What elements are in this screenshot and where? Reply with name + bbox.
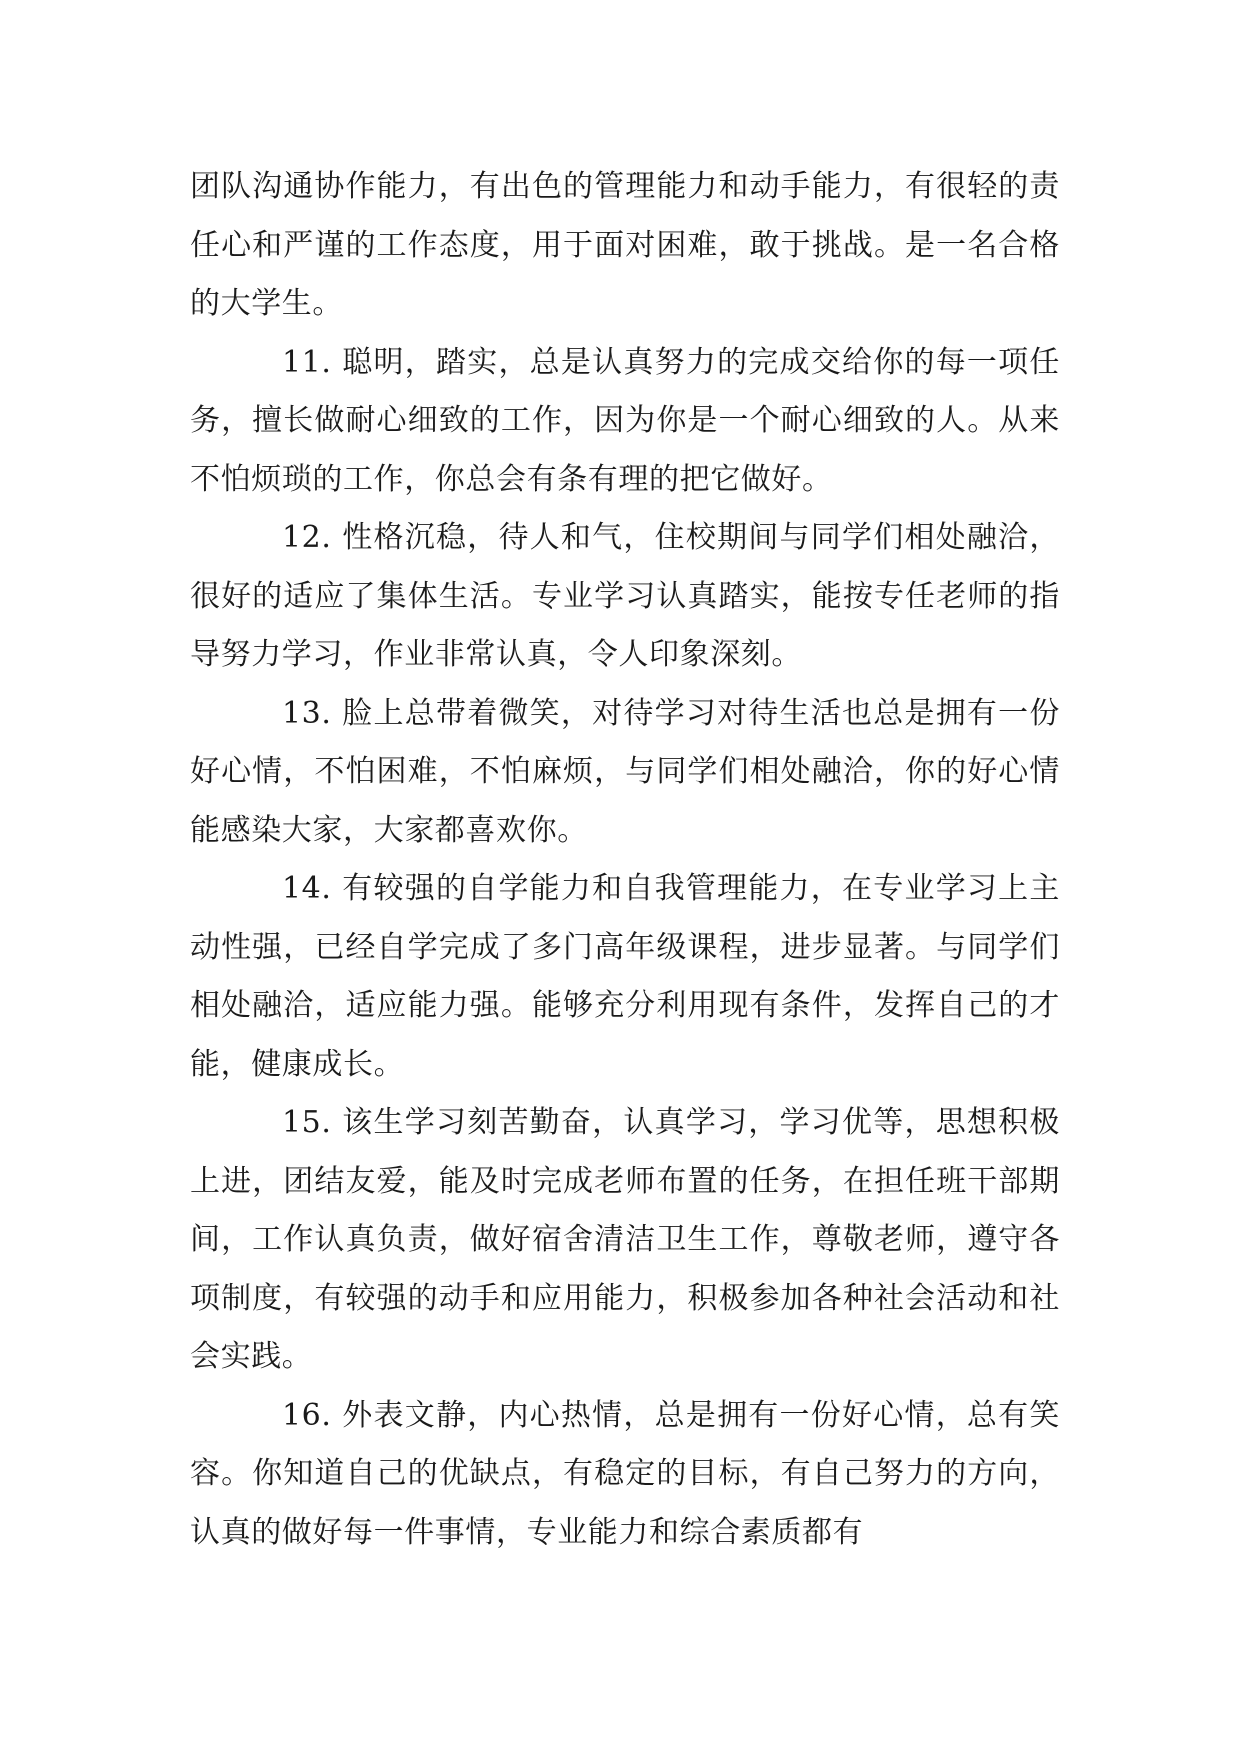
paragraph-item-11: 11. 聪明，踏实，总是认真努力的完成交给你的每一项任务，擅长做耐心细致的工作，因为你是一个耐心细致的人。从来不怕烦琐的工作，你总会有条有理的把它做好。 bbox=[190, 344, 1060, 497]
document-body bbox=[190, 158, 1060, 1562]
paragraph-item-14: 14. 有较强的自学能力和自我管理能力，在专业学习上主动性强，已经自学完成了多门高年级课程，进步显著。与同学们相处融洽，适应能力强。能够充分利用现有条件，发挥自己的才能，健康成长。 bbox=[190, 871, 1060, 1082]
paragraph-item-16: 16. 外表文静，内心热情，总是拥有一份好心情，总有笑容。你知道自己的优缺点，有稳定的目标，有自己努力的方向，认真的做好每一件事情，专业能力和综合素质都有 bbox=[190, 1397, 1060, 1550]
paragraph-item-15: 15. 该生学习刻苦勤奋，认真学习，学习优等，思想积极上进，团结友爱，能及时完成老师布置的任务，在担任班干部期间，工作认真负责，做好宿舍清洁卫生工作，尊敬老师，遵守各项制度，有较强的动手和应用能力，积极参加各种社会活动和社会实践。 bbox=[190, 1105, 1060, 1374]
paragraph-continued: 团队沟通协作能力，有出色的管理能力和动手能力，有很轻的责任心和严谨的工作态度，用于面对困难，敢于挑战。是一名合格的大学生。 bbox=[190, 169, 1060, 321]
paragraph-item-13: 13. 脸上总带着微笑，对待学习对待生活也总是拥有一份好心情，不怕困难，不怕麻烦，与同学们相处融洽，你的好心情能感染大家，大家都喜欢你。 bbox=[190, 695, 1060, 848]
paragraph-item-12: 12. 性格沉稳，待人和气，住校期间与同学们相处融洽，很好的适应了集体生活。专业学习认真踏实，能按专任老师的指导努力学习，作业非常认真，令人印象深刻。 bbox=[190, 520, 1060, 672]
